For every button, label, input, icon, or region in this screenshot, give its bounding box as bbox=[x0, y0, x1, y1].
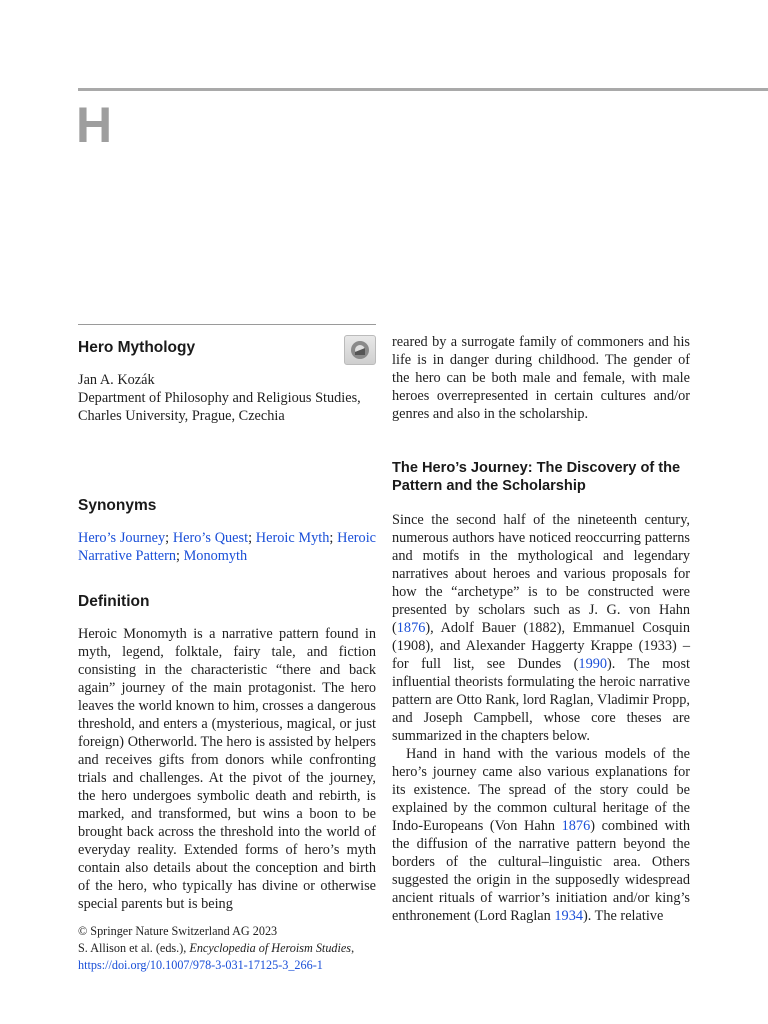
synonym-link[interactable]: Heroic Myth bbox=[255, 530, 330, 546]
definition-heading: Definition bbox=[78, 593, 150, 610]
synonym-link[interactable]: Heroic Narrative Pattern bbox=[78, 530, 377, 564]
left-column bbox=[78, 324, 376, 913]
affiliation-line-1: Department of Philosophy and Religious Studies, bbox=[78, 390, 361, 406]
section-paragraph-1: Since the second half of the nineteenth century, numerous authors have noticed reoccurring patterns and motifs in the mythological and legendary narratives about heroes and various proposals for how the “archetype” is to be constructed were presented by scholars such as J. G. von Hahn (1876), Adolf Bauer (1882), Emmanuel Cosquin (1908), and Alexander Haggerty Krappe (1933) – for full list, see Dundes (1990). The most influential theorists formulating the heroic narrative pattern are Otto Rank, lord Raglan, Vladimir Propp, and Joseph Campbell, whose core theses are summarized in the chapters below. bbox=[392, 512, 690, 744]
synonyms-list: Hero’s Journey; Hero’s Quest; Heroic Myth; Heroic Narrative Pattern; Monomyth bbox=[78, 530, 377, 564]
chapter-letter: H bbox=[76, 97, 113, 153]
definition-continuation: reared by a surrogate family of commoners and his life is in danger during childhood. The gender of the hero can be both male and female, with male heroes overrepresented in certain cultures and/or genres and also in the scholarship. bbox=[392, 334, 690, 422]
citation-link[interactable]: 1876 bbox=[396, 620, 426, 636]
citation-footer bbox=[78, 923, 354, 974]
entry-title: Hero Mythology bbox=[78, 339, 196, 356]
synonym-link[interactable]: Hero’s Journey bbox=[78, 530, 166, 546]
synonym-link[interactable]: Monomyth bbox=[183, 548, 248, 564]
book-title: Encyclopedia of Heroism Studies bbox=[189, 941, 352, 955]
synonyms-heading: Synonyms bbox=[78, 497, 157, 514]
citation-link[interactable]: 1990 bbox=[578, 656, 608, 672]
doi-link[interactable]: https://doi.org/10.1007/978-3-031-17125-3_266-1 bbox=[78, 958, 323, 972]
entry-title-row bbox=[78, 333, 376, 365]
check-updates-icon bbox=[349, 339, 371, 361]
citation-link[interactable]: 1934 bbox=[554, 908, 583, 924]
top-rule bbox=[78, 88, 768, 91]
affiliation-line-2: Charles University, Prague, Czechia bbox=[78, 408, 285, 424]
author: Jan A. Kozák bbox=[78, 372, 155, 388]
right-column bbox=[392, 333, 690, 925]
entry-rule bbox=[78, 324, 376, 325]
section-paragraph-2: Hand in hand with the various models of the hero’s journey came also various explanations for its existence. The spread of the story could be explained by the common cultural heritage of the Indo-Europeans (Von Hahn 1876) combined with the diffusion of the narrative pattern beyond the borders of the cultural–linguistic area. Others suggested the origin in the supposedly widespread ancient rituals of warrior’s initiation and/or king’s enthronement (Lord Raglan 1934). The relative bbox=[392, 746, 690, 924]
citation-line: S. Allison et al. (eds.), Encyclopedia of Heroism Studies, bbox=[78, 941, 355, 955]
copyright-line: © Springer Nature Switzerland AG 2023 bbox=[78, 924, 278, 938]
synonym-link[interactable]: Hero’s Quest bbox=[172, 530, 249, 546]
definition-text: Heroic Monomyth is a narrative pattern found in myth, legend, folktale, fairy tale, and fiction consisting in the characteristic “there and back again” journey of the main protagonist. The hero leaves the world known to him, crosses a dangerous threshold, and enters a (mysterious, magical, or just foreign) Otherworld. The hero is assisted by helpers and receives gifts from donors while confronting trials and challenges. At the pivot of the journey, the hero undergoes symbolic death and rebirth, is marked, and transformed, but wins a boon to be brought back across the threshold into the world of everyday reality. Extended forms of hero’s myth contain also details about the conception and birth of the hero, who typically has divine or otherwise special parents but is being bbox=[78, 626, 376, 912]
section-heading: The Hero’s Journey: The Discovery of the Pattern and the Scholarship bbox=[392, 460, 681, 494]
check-for-updates-button[interactable] bbox=[344, 335, 376, 365]
citation-link[interactable]: 1876 bbox=[561, 818, 591, 834]
